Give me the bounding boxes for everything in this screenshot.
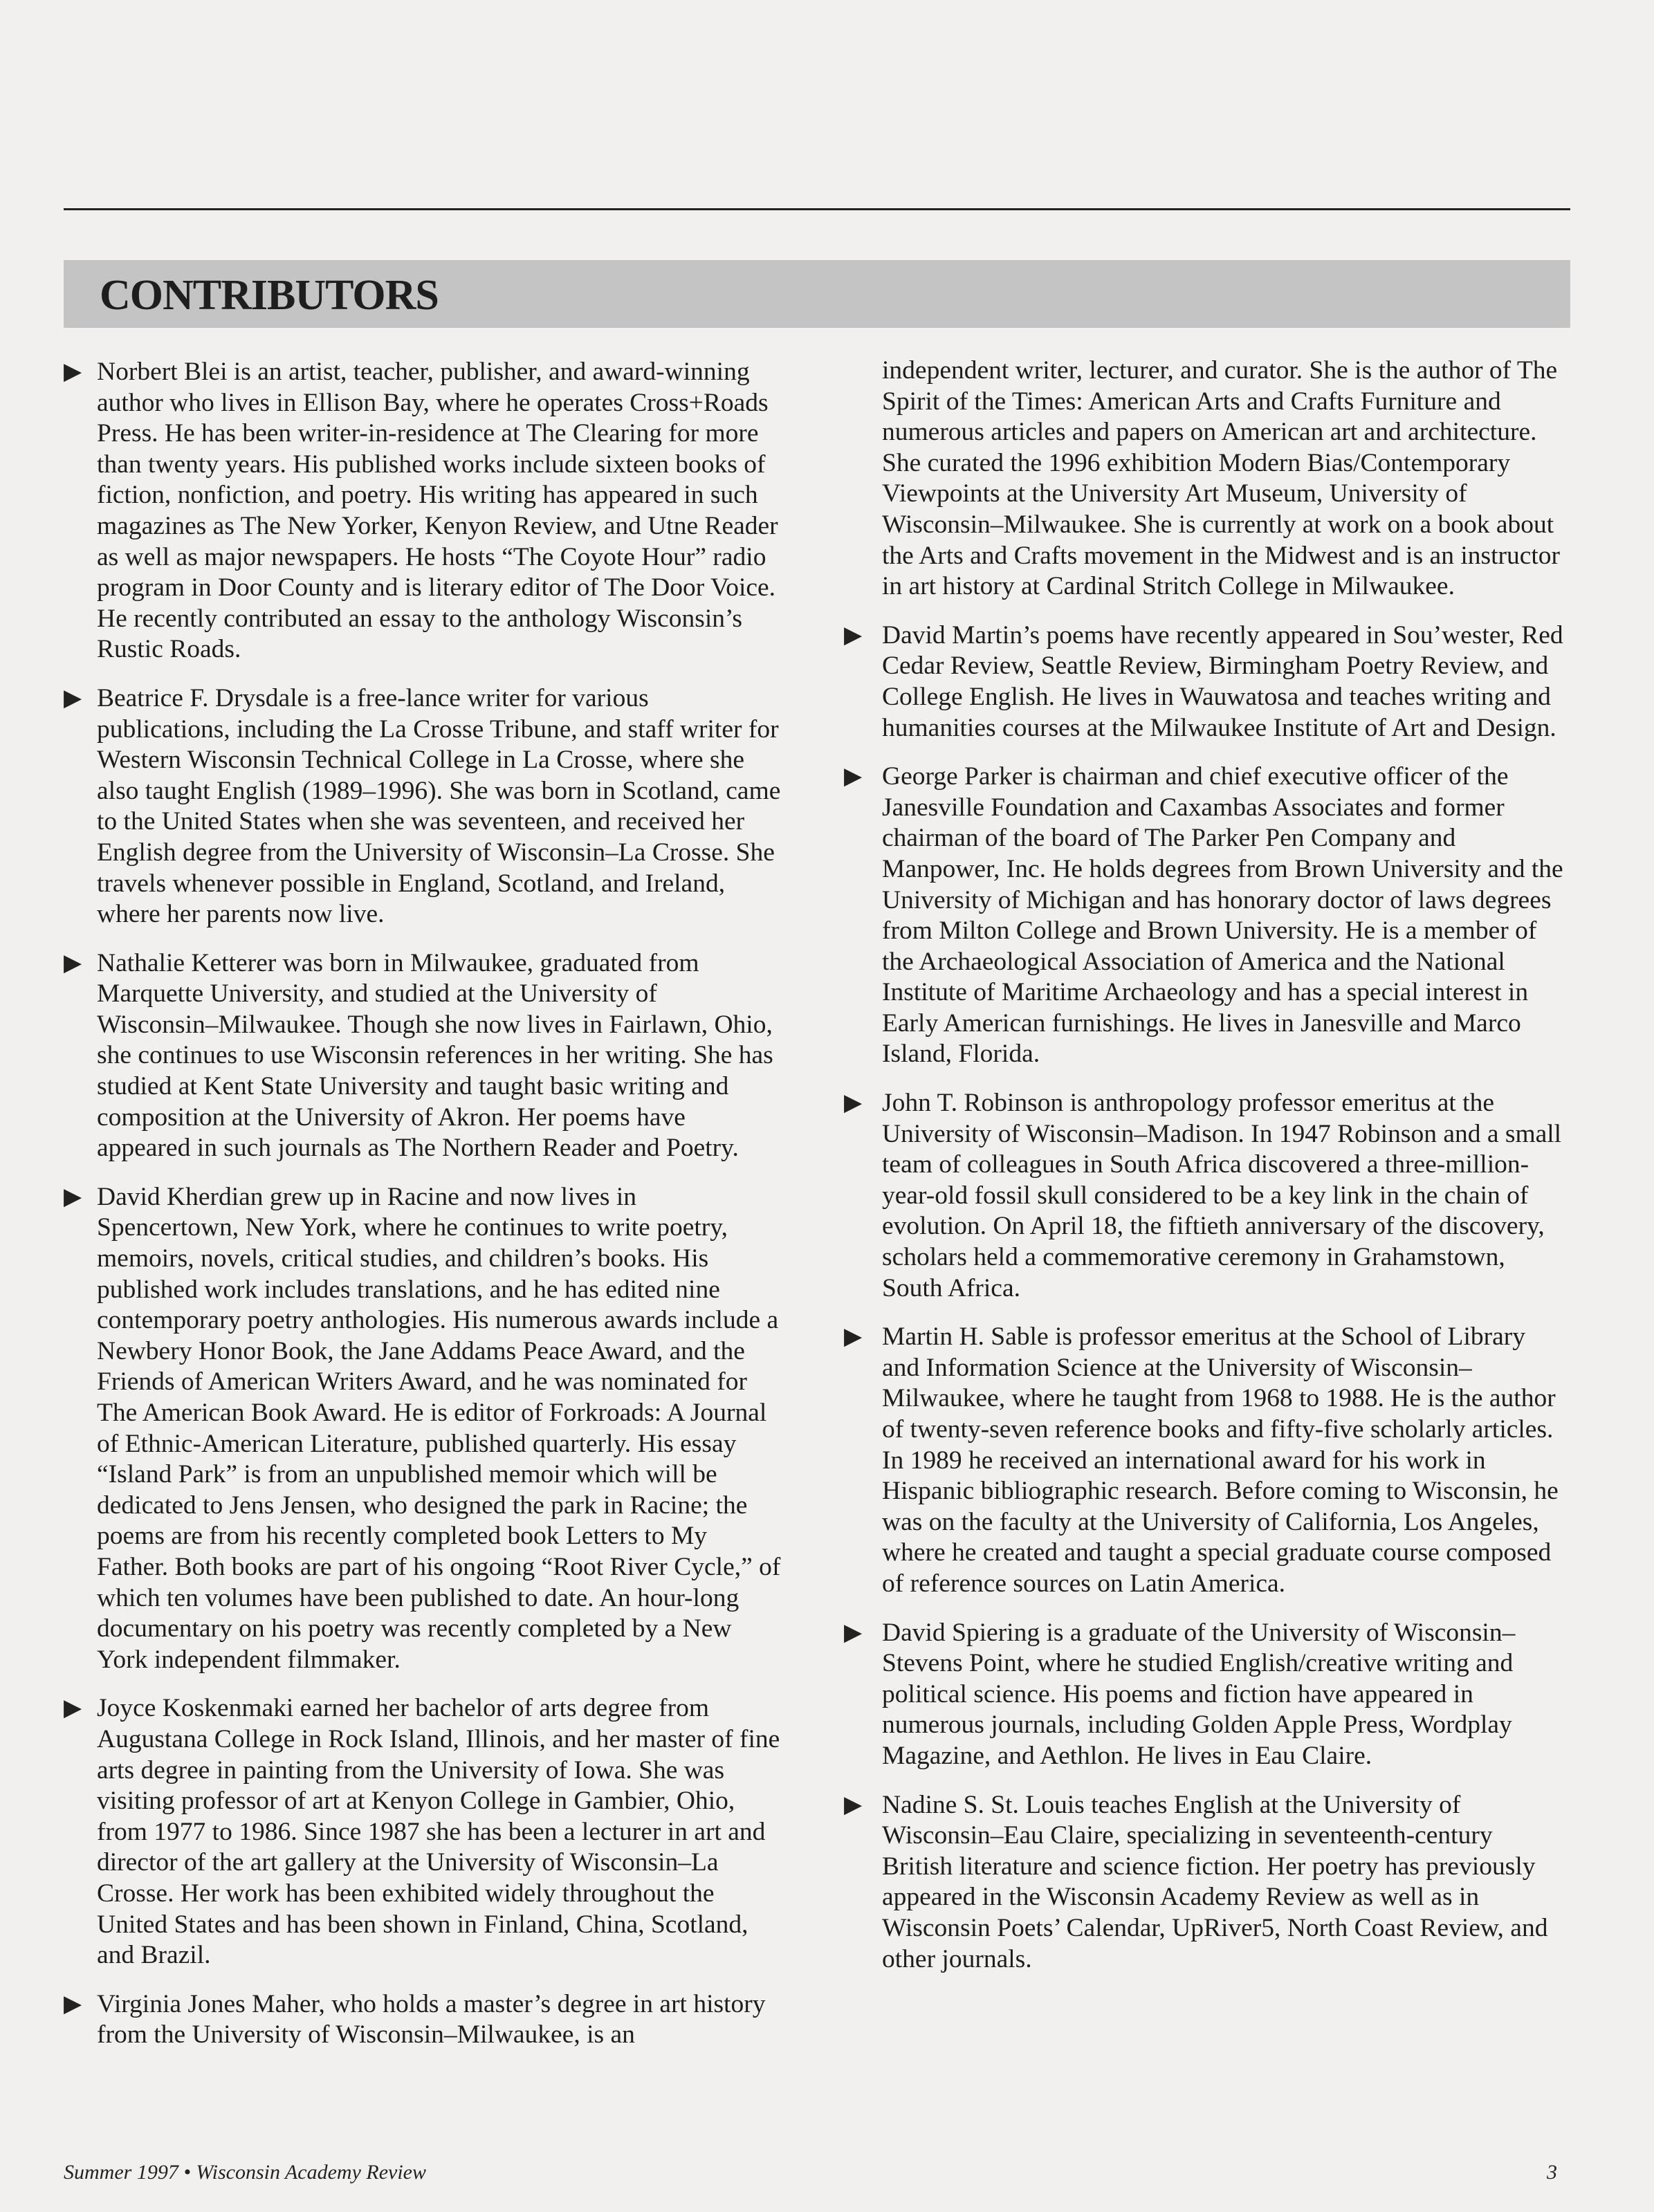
contributor-bio: David Martin’s poems have recently appeared in Sou’wester, Red Cedar Review, Seattle Review, Birmingham Poetry Review, and College English. He lives in Wauwatosa and teaches writing and humanities courses at the Milwaukee Institute of Art and Design. bbox=[882, 620, 1563, 742]
contributor-bio: Virginia Jones Maher, who holds a master’s degree in art history from the University of Wisconsin–Milwaukee, is an bbox=[97, 1989, 766, 2049]
contributor-bio: Nathalie Ketterer was born in Milwaukee, graduated from Marquette University, and studied at the University of Wisconsin–Milwaukee. Though she now lives in Fairlawn, Ohio, she continues to use Wisconsin references in her writing. She has studied at Kent State University and taught basic writing and composition at the University of Akron. Her poems have appeared in such journals as The Northern Reader and Poetry. bbox=[97, 948, 773, 1163]
contributor-bio: Nadine S. St. Louis teaches English at the University of Wisconsin–Eau Claire, specializing in seventeenth-century British literature and science fiction. Her poetry has previously appeared in the Wisconsin Academy Review as well as in Wisconsin Poets’ Calendar, UpRiver5, North Coast Review, and other journals. bbox=[882, 1790, 1548, 1973]
contributor-bio: independent writer, lecturer, and curator. She is the author of The Spirit of the Times: American Arts and Crafts Furniture and numerous articles and papers on American art and architecture. She curated the 1996 exhibition Modern Bias/Contemporary Viewpoints at the University Art Museum, University of Wisconsin–Milwaukee. She is currently at work on a book about the Arts and Crafts movement in the Midwest and is an instructor in art history at Cardinal Stritch College in Milwaukee. bbox=[882, 356, 1561, 601]
contributor-entry bbox=[844, 1618, 1563, 1772]
contributor-entry bbox=[64, 1693, 783, 1971]
contributor-bio: David Kherdian grew up in Racine and now lives in Spencertown, New York, where he continues to write poetry, memoirs, novels, critical studies, and children’s books. His published work includes translations, and he has edited nine contemporary poetry anthologies. His numerous awards include a Newbery Honor Book, the Jane Addams Peace Award, and the Friends of American Writers Award, and he was nominated for The American Book Award. He is editor of Forkroads: A Journal of Ethnic-American Literature, published quarterly. His essay “Island Park” is from an unpublished memoir which will be dedicated to Jens Jensen, who designed the park in Racine; the poems are from his recently completed book Letters to My Father. Both books are part of his ongoing “Root River Cycle,” of which ten volumes have been published to date. An hour-long documentary on his poetry was recently completed by a New York independent filmmaker. bbox=[97, 1182, 781, 1674]
contributor-entry bbox=[844, 620, 1563, 744]
contributor-entry-continued bbox=[844, 356, 1563, 602]
contributor-bio: Norbert Blei is an artist, teacher, publisher, and award-winning author who lives in Ellison Bay, where he operates Cross+Roads Press. He has been writer-in-residence at The Clearing for more than twenty years. His published works include sixteen books of fiction, nonfiction, and poetry. His writing has appeared in such magazines as The New Yorker, Kenyon Review, and Utne Reader as well as major newspapers. He hosts “The Coyote Hour” radio program in Door County and is literary editor of The Door Voice. He recently contributed an essay to the anthology Wisconsin’s Rustic Roads. bbox=[97, 358, 778, 664]
triangle-bullet-icon: ▶ bbox=[64, 1991, 82, 2017]
triangle-bullet-icon: ▶ bbox=[64, 950, 82, 976]
triangle-bullet-icon: ▶ bbox=[844, 1324, 863, 1350]
contributor-bio: George Parker is chairman and chief executive officer of the Janesville Foundation and Caxambas Associates and former chairman of the board of The Parker Pen Company and Manpower, Inc. He holds degrees from Brown University and the University of Michigan and has honorary doctor of laws degrees from Milton College and Brown University. He is a member of the Archaeological Association of America and the National Institute of Maritime Archaeology and has a special interest in Early American furnishings. He lives in Janesville and Marco Island, Florida. bbox=[882, 762, 1563, 1069]
contributor-entry bbox=[64, 1989, 783, 2051]
contributor-bio: John T. Robinson is anthropology professor emeritus at the University of Wisconsin–Madison. In 1947 Robinson and a small team of colleagues in South Africa discovered a three-million-year-old fossil skull considered to be a key link in the chain of evolution. On April 18, the fiftieth anniversary of the discovery, scholars held a commemorative ceremony in Grahamstown, South Africa. bbox=[882, 1089, 1562, 1302]
triangle-bullet-icon: ▶ bbox=[844, 622, 863, 648]
contributor-bio: Beatrice F. Drysdale is a free-lance writer for various publications, including the La Crosse Tribune, and staff writer for Western Wisconsin Technical College in La Crosse, where she also taught English (1989–1996). She was born in Scotland, came to the United States when she was seventeen, and received her English degree from the University of Wisconsin–La Crosse. She travels whenever possible in England, Scotland, and Ireland, where her parents now live. bbox=[97, 683, 781, 929]
contributor-bio: David Spiering is a graduate of the University of Wisconsin–Stevens Point, where he studied English/creative writing and political science. His poems and fiction have appeared in numerous journals, including Golden Apple Press, Wordplay Magazine, and Aethlon. He lives in Eau Claire. bbox=[882, 1618, 1516, 1770]
contributor-entry bbox=[844, 1790, 1563, 1975]
contributor-entry bbox=[64, 948, 783, 1164]
triangle-bullet-icon: ▶ bbox=[64, 685, 82, 711]
page-title: CONTRIBUTORS bbox=[100, 272, 439, 319]
contributor-bio: Martin H. Sable is professor emeritus at the School of Library and Information Science at the University of Wisconsin–Milwaukee, where he taught from 1968 to 1988. He is the author of twenty-seven reference books and fifty-five scholarly articles. In 1989 he received an international award for his work in Hispanic bibliographic research. Before coming to Wisconsin, he was on the faculty at the University of California, Los Angeles, where he created and taught a special graduate course composed of reference sources on Latin America. bbox=[882, 1322, 1559, 1598]
page-number: 3 bbox=[1547, 2161, 1557, 2184]
triangle-bullet-icon: ▶ bbox=[844, 1619, 863, 1646]
triangle-bullet-icon: ▶ bbox=[64, 1695, 82, 1722]
footer-issue: Summer 1997 • Wisconsin Academy Review bbox=[64, 2161, 427, 2184]
section-banner bbox=[64, 260, 1570, 328]
contributor-entry bbox=[64, 357, 783, 665]
contributor-entry bbox=[844, 762, 1563, 1070]
contributor-entry bbox=[64, 683, 783, 930]
contributor-entry bbox=[844, 1322, 1563, 1599]
triangle-bullet-icon: ▶ bbox=[844, 1791, 863, 1818]
triangle-bullet-icon: ▶ bbox=[64, 1183, 82, 1210]
triangle-bullet-icon: ▶ bbox=[844, 1090, 863, 1116]
contributor-entry bbox=[64, 1182, 783, 1676]
contributor-bio: Joyce Koskenmaki earned her bachelor of arts degree from Augustana College in Rock Island, Illinois, and her master of fine arts degree in painting from the University of Iowa. She was visiting professor of art at Kenyon College in Gambier, Ohio, from 1977 to 1986. Since 1987 she has been a lecturer in art and director of the art gallery at the University of Wisconsin–La Crosse. Her work has been exhibited widely throughout the United States and has been shown in Finland, China, Scotland, and Brazil. bbox=[97, 1694, 780, 1970]
right-column bbox=[844, 356, 1563, 1993]
triangle-bullet-icon: ▶ bbox=[64, 359, 82, 385]
triangle-bullet-icon: ▶ bbox=[844, 764, 863, 790]
top-rule bbox=[64, 208, 1570, 210]
contributor-entry bbox=[844, 1088, 1563, 1304]
left-column bbox=[64, 357, 783, 2069]
